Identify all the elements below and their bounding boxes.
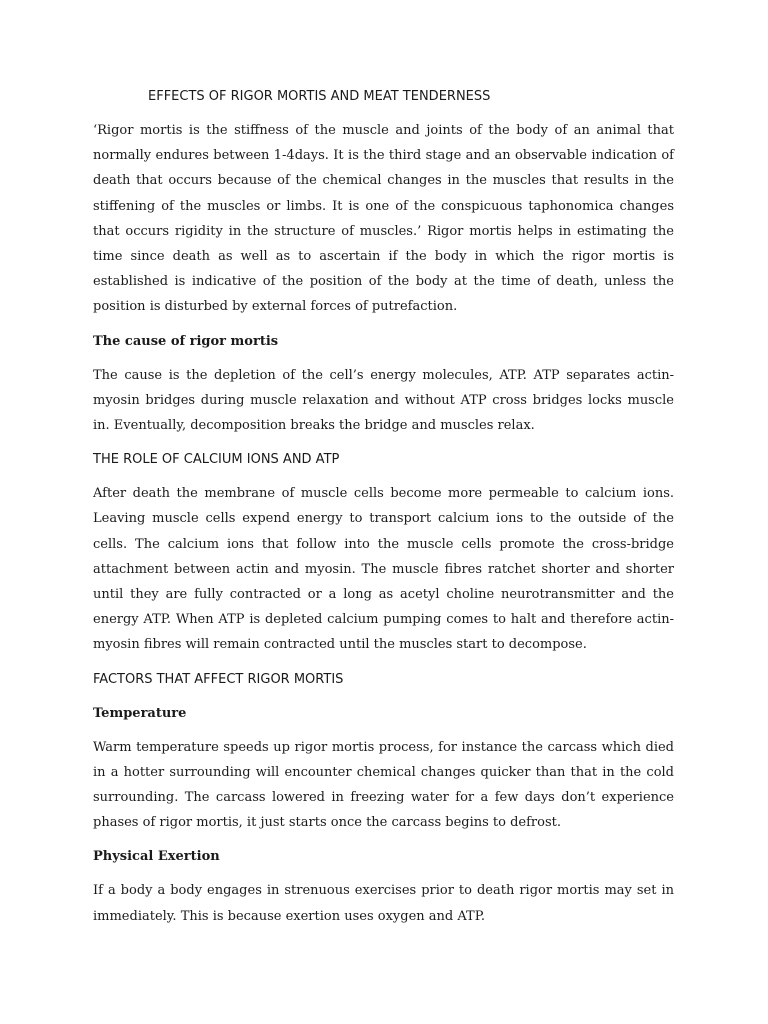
document-body <box>93 84 674 938</box>
temperature-paragraph: Warm temperature speeds up rigor mortis process, for instance the carcass which died in a hotter surrounding will encounter chemical changes quicker than that in the cold surrounding. The carcass lowered in freezing water for a few days don’t experience phases of rigor mortis, it just starts once the carcass begins to defrost. <box>93 739 674 831</box>
intro-paragraph: ‘Rigor mortis is the stiffness of the muscle and joints of the body of an animal that normally endures between 1-4days. It is the third stage and an observable indication of death that occurs because of the chemical changes in the muscles that results in the stiffening of the muscles or limbs. It is one of the conspicuous taphonomica changes that occurs rigidity in the structure of muscles.’ Rigor mortis helps in estimating the time since death as well as to ascertain if the body in which the rigor mortis is established is indicative of the position of the body at the time of death, unless the position is disturbed by external forces of putrefaction. <box>93 123 674 315</box>
cause-paragraph: The cause is the depletion of the cell’s energy molecules, ATP. ATP separates actin-myosin bridges during muscle relaxation and without ATP cross bridges locks muscle in. Eventually, decomposition breaks the bridge and muscles relax. <box>93 367 674 434</box>
calcium-paragraph: After death the membrane of muscle cells become more permeable to calcium ions. Leaving muscle cells expend energy to transport calcium ions to the outside of the cells. The calcium ions that follow into the muscle cells promote the cross-bridge attachment between actin and myosin. The muscle fibres ratchet shorter and shorter until they are fully contracted or a long as acetyl choline neurotransmitter and the energy ATP. When ATP is depleted calcium pumping comes to halt and therefore actin-myosin fibres will remain contracted until the muscles start to decompose. <box>93 486 674 653</box>
calcium-heading: THE ROLE OF CALCIUM IONS AND ATP <box>93 452 340 468</box>
exertion-heading: Physical Exertion <box>93 849 220 865</box>
exertion-paragraph: If a body a body engages in strenuous exercises prior to death rigor mortis may set in immediately. This is because exertion uses oxygen and ATP. <box>93 883 674 924</box>
cause-heading: The cause of rigor mortis <box>93 333 279 349</box>
temperature-heading: Temperature <box>93 705 187 721</box>
document-title: EFFECTS OF RIGOR MORTIS AND MEAT TENDERNESS <box>148 89 491 104</box>
factors-heading: FACTORS THAT AFFECT RIGOR MORTIS <box>93 671 344 687</box>
